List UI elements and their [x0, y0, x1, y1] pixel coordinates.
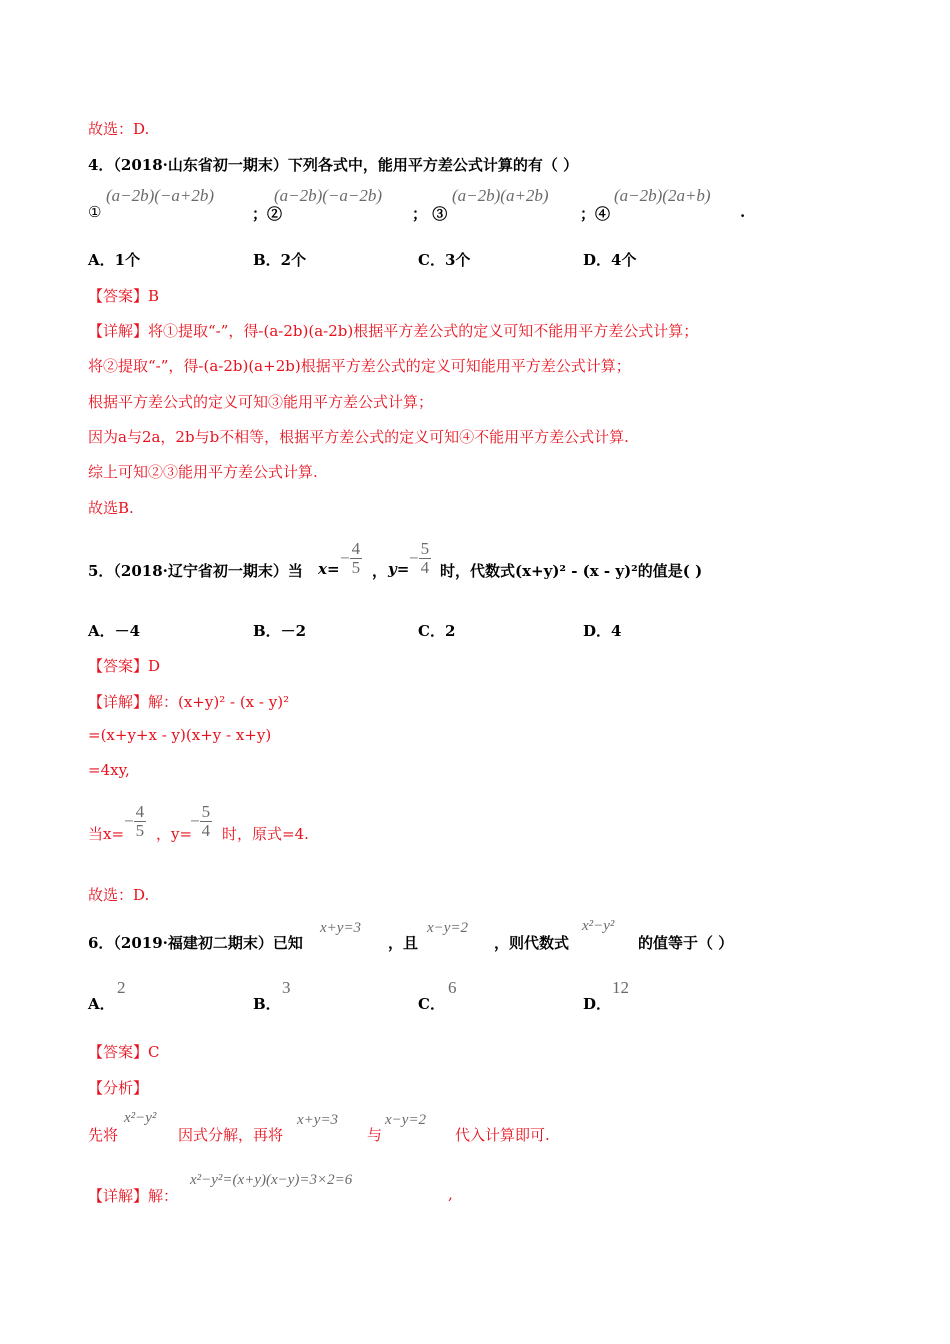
q6-cond2: x−y=2 [427, 920, 469, 936]
q4-expr1-mark: ① [88, 203, 102, 221]
q5-y-label: y= [388, 560, 410, 578]
q6-detail-end: , [448, 1185, 453, 1203]
q6-cond1: x+y=3 [320, 920, 362, 936]
q5-sep: ， [372, 562, 388, 580]
q6-detail-expr: x²−y²=(x+y)(x−y)=3×2=6 [190, 1172, 353, 1188]
q4-expr1: (a−2b)(−a+2b) [106, 186, 215, 205]
q4-option-a: A．1个 [88, 251, 141, 269]
q6-analysis-head: 【分析】 [88, 1079, 149, 1097]
q4-option-d: D．4个 [583, 251, 637, 269]
q4-detail-6: 故选B. [88, 499, 134, 517]
q5-detail-y-den: 4 [201, 821, 211, 840]
q5-detail-1: 【详解】解：(x+y)² - (x - y)² [88, 693, 290, 711]
q4-option-c: C．3个 [418, 251, 471, 269]
q4-expr3: (a−2b)(a+2b) [452, 186, 549, 205]
q5-x-value [340, 540, 362, 577]
q4-detail-5: 综上可知②③能用平方差公式计算. [88, 463, 318, 481]
q6-option-c-value: 6 [448, 978, 457, 997]
q6-analysis-mid2: 与 [367, 1126, 383, 1144]
q6-analysis-expr: x²−y² [124, 1110, 157, 1126]
q6-option-b-label: B． [253, 995, 281, 1013]
q4-detail-4: 因为a与2a，2b与b不相等，根据平方差公式的定义可知④不能用平方差公式计算. [88, 428, 629, 446]
q4-expr4-mark: ；④ [580, 205, 611, 223]
q5-option-b: B．－2 [253, 622, 307, 640]
q5-detail-4-post: 时，原式=4. [222, 825, 309, 843]
q4-detail-2: 将②提取“-”，得-(a-2b)(a+2b)根据平方差公式的定义可知能用平方差公式计算； [88, 357, 631, 375]
q6-option-c-label: C． [418, 995, 445, 1013]
q6-analysis-mid1: 因式分解，再将 [178, 1126, 284, 1144]
q5-y-den: 4 [420, 558, 430, 577]
q5-detail-y-neg: − [190, 811, 200, 831]
q4-option-b: B．2个 [253, 251, 307, 269]
q6-and: ，且 [388, 934, 419, 952]
q5-option-c: C．2 [418, 622, 456, 640]
q6-detail-head: 【详解】解： [88, 1187, 179, 1205]
q5-option-d: D．4 [583, 622, 622, 640]
q6-title-post: 的值等于（ ） [638, 934, 734, 952]
q5-detail-3: =4xy, [88, 761, 130, 779]
q5-x-neg: − [340, 548, 350, 568]
q5-x-num: 4 [351, 539, 361, 558]
q6-analysis-c2: x−y=2 [385, 1112, 427, 1128]
q5-y-value [409, 540, 431, 577]
q5-y-num: 5 [420, 539, 430, 558]
q4-expr2-mark: ；② [252, 205, 283, 223]
q5-title-post: 时，代数式(x+y)² - (x - y)²的值是( ) [440, 562, 703, 580]
q5-detail-y [190, 803, 212, 840]
q6-option-a-value: 2 [117, 978, 126, 997]
q4-expr4: (a−2b)(2a+b) [614, 186, 711, 205]
q5-detail-y-num: 5 [201, 802, 211, 821]
q6-option-a-label: A． [88, 995, 115, 1013]
q4-detail-1: 【详解】将①提取“-”，得-(a-2b)(a-2b)根据平方差公式的定义可知不能用平方差公式计算； [88, 322, 699, 340]
q6-analysis-post: 代入计算即可. [455, 1126, 550, 1144]
q5-detail-4-mid: ，y= [156, 825, 193, 843]
q5-x-label: x= [318, 560, 340, 578]
q5-title-pre: 5．（2018·辽宁省初一期末）当 [88, 562, 303, 580]
q4-detail-3: 根据平方差公式的定义可知③能用平方差公式计算； [88, 393, 434, 411]
q5-option-a: A．－4 [88, 622, 141, 640]
q5-detail-x-den: 5 [135, 821, 145, 840]
q5-answer: 【答案】D [88, 657, 161, 675]
q4-expr2: (a−2b)(−a−2b) [274, 186, 383, 205]
q4-end: . [740, 203, 746, 221]
q5-detail-x [124, 803, 146, 840]
q4-expr3-mark: ； ③ [412, 205, 448, 223]
q6-title-pre: 6．（2019·福建初二期末）已知 [88, 934, 303, 952]
q5-detail-2: =(x+y+x - y)(x+y - x+y) [88, 726, 272, 744]
q6-option-b-value: 3 [282, 978, 291, 997]
q6-title-mid: ，则代数式 [494, 934, 570, 952]
q6-expr: x²−y² [582, 918, 615, 934]
q5-detail-x-neg: − [124, 811, 134, 831]
q5-conclusion: 故选：D. [88, 886, 150, 904]
q6-option-d-value: 12 [612, 978, 629, 997]
q5-detail-4-pre: 当x= [88, 825, 125, 843]
q3-conclusion: 故选：D. [88, 120, 150, 138]
q6-analysis-c1: x+y=3 [297, 1112, 339, 1128]
q4-answer: 【答案】B [88, 287, 160, 305]
q5-y-neg: − [409, 548, 419, 568]
q4-title: 4．（2018·山东省初一期末）下列各式中，能用平方差公式计算的有（ ） [88, 156, 579, 174]
q6-answer: 【答案】C [88, 1043, 160, 1061]
q5-detail-x-num: 4 [135, 802, 145, 821]
q5-x-den: 5 [351, 558, 361, 577]
q6-analysis-pre: 先将 [88, 1126, 119, 1144]
q6-option-d-label: D． [583, 995, 612, 1013]
